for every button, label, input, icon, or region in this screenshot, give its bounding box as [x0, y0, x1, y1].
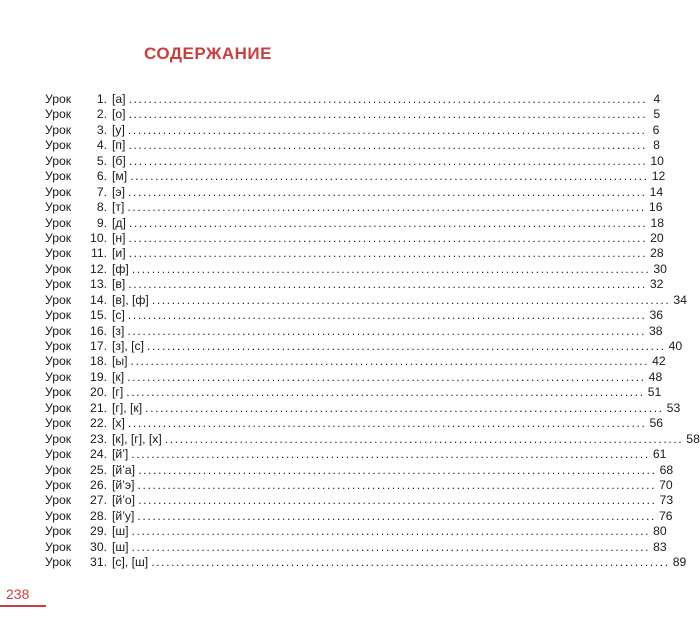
lesson-page: 89: [672, 555, 687, 570]
lesson-number: 9.: [96, 215, 107, 230]
toc-entry: [45, 431, 700, 447]
lesson-sounds: [т]: [112, 200, 125, 215]
lesson-number: 27.: [90, 493, 107, 508]
lesson-label: Урок: [45, 200, 72, 215]
dot-leader: ........................................................................................................: [151, 555, 670, 570]
toc-entry: [45, 524, 667, 539]
dot-leader: ........................................................................................................: [126, 385, 645, 400]
lesson-page: 70: [659, 477, 673, 492]
lesson-sounds: [и]: [112, 246, 126, 261]
toc-entry: [45, 354, 666, 369]
lesson-number: 11.: [90, 246, 107, 261]
lesson-sounds: [з], [с]: [112, 339, 144, 353]
toc-entry: [45, 447, 667, 462]
lesson-number: 8.: [96, 200, 107, 215]
dot-leader: ........................................................................................................: [127, 122, 647, 137]
lesson-label: Урок: [45, 261, 72, 276]
lesson-page: 12: [651, 169, 666, 184]
page-number: 238: [6, 586, 30, 602]
lesson-label: Урок: [45, 215, 72, 230]
lesson-sounds: [ф]: [112, 261, 129, 276]
toc-entry: [45, 539, 667, 555]
dot-leader: ........................................................................................................: [145, 400, 664, 415]
lesson-label: Урок: [45, 292, 72, 307]
lesson-page: 83: [653, 539, 667, 554]
lesson-page: 5: [653, 107, 661, 122]
dot-leader: ........................................................................................................: [137, 508, 656, 523]
lesson-sounds: [б]: [112, 153, 126, 168]
lesson-label: Урок: [45, 431, 72, 446]
dot-leader: ........................................................................................................: [137, 477, 657, 492]
toc-entry: [45, 200, 663, 215]
dot-leader: ........................................................................................................: [127, 369, 646, 384]
lesson-sounds: [п]: [112, 138, 126, 153]
lesson-label: Урок: [45, 246, 72, 261]
lesson-label: Урок: [45, 524, 72, 539]
lesson-sounds: [с], [ш]: [112, 555, 149, 570]
toc-entry: [45, 107, 661, 122]
toc-entry: [45, 292, 687, 308]
dot-leader: ........................................................................................................: [138, 462, 657, 477]
lesson-label: Урок: [45, 400, 72, 415]
lesson-page: 61: [652, 447, 667, 462]
lesson-page: 58: [686, 431, 700, 446]
dot-leader: ........................................................................................................: [138, 493, 657, 508]
lesson-number: 12.: [90, 261, 107, 276]
lesson-sounds: [ш]: [112, 524, 129, 539]
lesson-number: 23.: [90, 431, 107, 446]
dot-leader: ........................................................................................................: [128, 215, 648, 230]
lesson-number: 26.: [90, 477, 107, 492]
lesson-number: 5.: [96, 153, 107, 168]
lesson-page: 4: [653, 92, 661, 106]
dot-leader: ........................................................................................................: [128, 138, 647, 153]
lesson-number: 17.: [90, 339, 107, 353]
toc-entry: [45, 308, 663, 323]
lesson-number: 18.: [90, 354, 107, 369]
dot-leader: ........................................................................................................: [127, 308, 647, 323]
lesson-number: 6.: [96, 169, 107, 184]
lesson-label: Урок: [45, 555, 72, 570]
lesson-sounds: [в]: [112, 277, 126, 292]
dot-leader: ........................................................................................................: [127, 200, 646, 215]
lesson-label: Урок: [45, 508, 72, 523]
toc-entry: [45, 92, 661, 107]
lesson-sounds: [у]: [112, 122, 125, 137]
lesson-sounds: [д]: [112, 215, 126, 230]
lesson-number: 7.: [96, 184, 107, 199]
toc-entry: [45, 184, 664, 200]
toc-entry: [45, 339, 683, 354]
lesson-page: 76: [658, 508, 673, 523]
page-number-rule: [0, 605, 46, 607]
lesson-label: Урок: [45, 230, 72, 245]
lesson-sounds: [к], [г], [х]: [112, 431, 162, 446]
lesson-label: Урок: [45, 184, 72, 199]
lesson-sounds: [й’]: [112, 447, 129, 462]
lesson-sounds: [й’а]: [112, 462, 136, 477]
lesson-number: 2.: [96, 107, 107, 122]
toc-entry: [45, 400, 681, 416]
toc-entry: [45, 246, 664, 261]
toc-entry: [45, 169, 666, 184]
lesson-number: 25.: [90, 462, 107, 477]
lesson-label: Урок: [45, 153, 72, 168]
toc-entry: [45, 138, 660, 153]
lesson-label: Урок: [45, 416, 72, 431]
table-of-contents: [45, 92, 700, 571]
lesson-label: Урок: [45, 369, 72, 384]
lesson-page: 42: [652, 354, 666, 369]
toc-entry: [45, 508, 673, 524]
lesson-number: 14.: [90, 292, 107, 307]
toc-entry: [45, 261, 667, 277]
lesson-label: Урок: [45, 92, 72, 106]
dot-leader: ........................................................................................................: [127, 416, 647, 431]
dot-leader: ........................................................................................................: [128, 277, 647, 292]
lesson-page: 56: [649, 416, 663, 431]
toc-entry: [45, 462, 674, 478]
lesson-number: 10.: [90, 230, 107, 245]
dot-leader: ........................................................................................................: [131, 539, 651, 554]
lesson-sounds: [а]: [112, 92, 126, 106]
lesson-sounds: [в], [ф]: [112, 292, 149, 307]
toc-entry: [45, 493, 674, 508]
lesson-sounds: [о]: [112, 107, 126, 122]
lesson-label: Урок: [45, 477, 72, 492]
lesson-number: 24.: [90, 447, 107, 462]
lesson-sounds: [з]: [112, 323, 125, 338]
lesson-label: Урок: [45, 462, 72, 477]
lesson-number: 21.: [90, 400, 107, 415]
lesson-number: 20.: [90, 385, 107, 400]
lesson-label: Урок: [45, 169, 72, 184]
lesson-page: 10: [650, 153, 664, 168]
lesson-label: Урок: [45, 493, 72, 508]
lesson-page: 30: [653, 261, 667, 276]
lesson-number: 15.: [90, 308, 107, 323]
dot-leader: ........................................................................................................: [128, 246, 648, 261]
toc-entry: [45, 555, 687, 570]
dot-leader: ........................................................................................................: [128, 92, 648, 106]
lesson-page: 8: [653, 138, 660, 153]
dot-leader: ........................................................................................................: [131, 524, 651, 539]
dot-leader: ........................................................................................................: [131, 447, 650, 462]
lesson-sounds: [й’э]: [112, 477, 135, 492]
lesson-number: 13.: [90, 277, 107, 292]
page-title: СОДЕРЖАНИЕ: [144, 44, 272, 63]
lesson-label: Урок: [45, 277, 72, 292]
lesson-sounds: [э]: [112, 184, 125, 199]
lesson-page: 48: [648, 369, 663, 384]
lesson-label: Урок: [45, 354, 72, 369]
lesson-number: 4.: [96, 138, 107, 153]
toc-entry: [45, 277, 664, 292]
lesson-page: 32: [649, 277, 664, 292]
lesson-page: 16: [648, 200, 663, 215]
lesson-page: 38: [648, 323, 663, 338]
toc-entry: [45, 477, 673, 493]
toc-entry: [45, 230, 664, 246]
lesson-page: 68: [659, 462, 674, 477]
dot-leader: ........................................................................................................: [151, 292, 671, 307]
lesson-label: Урок: [45, 447, 72, 462]
dot-leader: ........................................................................................................: [130, 169, 649, 184]
lesson-sounds: [с]: [112, 308, 125, 323]
lesson-page: 34: [673, 292, 687, 307]
lesson-page: 6: [652, 122, 660, 137]
toc-entry: [45, 416, 663, 431]
lesson-number: 19.: [90, 369, 107, 384]
lesson-label: Урок: [45, 122, 72, 137]
lesson-sounds: [ы]: [112, 354, 128, 369]
lesson-sounds: [м]: [112, 169, 128, 184]
dot-leader: ........................................................................................................: [164, 431, 684, 446]
dot-leader: ........................................................................................................: [128, 230, 648, 245]
dot-leader: ........................................................................................................: [147, 339, 666, 353]
toc-entry: [45, 215, 665, 231]
lesson-page: 18: [650, 215, 665, 230]
toc-entry: [45, 323, 663, 339]
toc-entry: [45, 122, 660, 138]
lesson-number: 1.: [96, 92, 107, 106]
dot-leader: ........................................................................................................: [128, 153, 648, 168]
lesson-sounds: [н]: [112, 230, 126, 245]
lesson-sounds: [к]: [112, 369, 125, 384]
lesson-number: 30.: [90, 539, 107, 554]
lesson-sounds: [й’о]: [112, 493, 136, 508]
lesson-page: 73: [659, 493, 674, 508]
lesson-number: 22.: [90, 416, 107, 431]
lesson-page: 53: [666, 400, 681, 415]
lesson-number: 3.: [96, 122, 107, 137]
lesson-number: 29.: [90, 524, 107, 539]
lesson-page: 36: [649, 308, 663, 323]
lesson-sounds: [г]: [112, 385, 124, 400]
dot-leader: ........................................................................................................: [131, 261, 651, 276]
lesson-label: Урок: [45, 138, 72, 153]
toc-entry: [45, 385, 662, 400]
toc-entry: [45, 153, 664, 169]
lesson-page: 28: [650, 246, 664, 261]
lesson-page: 40: [668, 339, 683, 353]
lesson-label: Урок: [45, 539, 72, 554]
dot-leader: ........................................................................................................: [128, 107, 648, 122]
lesson-number: 28.: [90, 508, 107, 523]
lesson-label: Урок: [45, 323, 72, 338]
lesson-number: 31.: [90, 555, 107, 570]
lesson-sounds: [х]: [112, 416, 125, 431]
lesson-page: 51: [647, 385, 662, 400]
toc-entry: [45, 369, 663, 385]
lesson-page: 14: [649, 184, 664, 199]
lesson-sounds: [й’у]: [112, 508, 135, 523]
lesson-label: Урок: [45, 385, 72, 400]
lesson-number: 16.: [90, 323, 107, 338]
lesson-sounds: [г], [к]: [112, 400, 143, 415]
lesson-label: Урок: [45, 107, 72, 122]
lesson-label: Урок: [45, 339, 72, 353]
lesson-sounds: [ш]: [112, 539, 129, 554]
lesson-page: 20: [650, 230, 664, 245]
dot-leader: ........................................................................................................: [128, 184, 647, 199]
lesson-label: Урок: [45, 308, 72, 323]
dot-leader: ........................................................................................................: [127, 323, 646, 338]
dot-leader: ........................................................................................................: [130, 354, 650, 369]
lesson-page: 80: [653, 524, 667, 539]
